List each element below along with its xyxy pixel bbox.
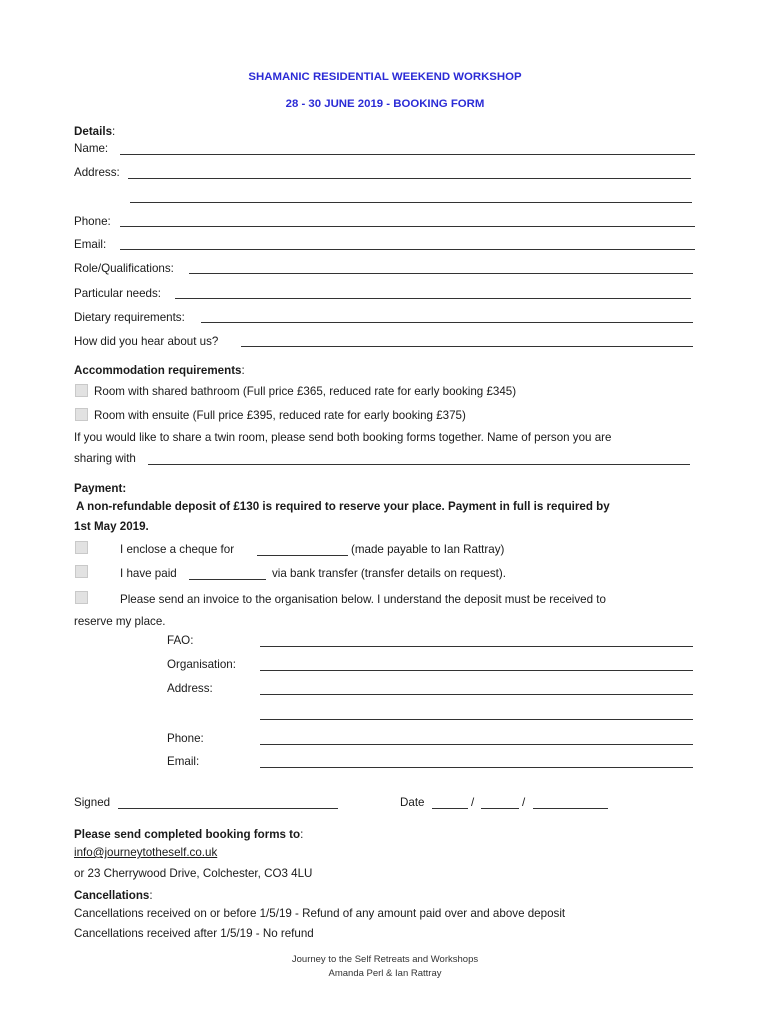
invoice-address-field-1[interactable] <box>260 694 693 695</box>
signature-field[interactable] <box>118 808 338 809</box>
cancellation-policy-1: Cancellations received on or before 1/5/19 - Refund of any amount paid over and above deposit <box>74 907 566 920</box>
date-separator-1: / <box>471 796 475 809</box>
fao-field[interactable] <box>260 646 693 647</box>
address-label: Address: <box>74 166 120 179</box>
shared-room-checkbox[interactable] <box>75 384 88 397</box>
email-label: Email: <box>74 238 107 251</box>
phone-field[interactable] <box>120 226 695 227</box>
form-subtitle: 28 - 30 JUNE 2019 - BOOKING FORM <box>285 98 485 110</box>
sharing-with-field[interactable] <box>148 464 690 465</box>
hear-field[interactable] <box>241 346 693 347</box>
bank-transfer-checkbox[interactable] <box>75 565 88 578</box>
cheque-amount-field[interactable] <box>257 555 348 556</box>
date-separator-2: / <box>522 796 526 809</box>
invoice-phone-label: Phone: <box>167 732 204 745</box>
invoice-address-label: Address: <box>167 682 213 695</box>
cancellation-policy-2: Cancellations received after 1/5/19 - No refund <box>74 927 314 940</box>
accommodation-heading: Accommodation requirements: <box>74 364 245 377</box>
invoice-phone-field[interactable] <box>260 744 693 745</box>
bank-transfer-note: via bank transfer (transfer details on request). <box>272 567 506 580</box>
twin-room-note: If you would like to share a twin room, please send both booking forms together. Name of person you are <box>74 431 612 444</box>
cheque-checkbox[interactable] <box>75 541 88 554</box>
payment-heading: Payment: <box>74 482 127 495</box>
ensuite-room-checkbox[interactable] <box>75 408 88 421</box>
role-label: Role/Qualifications: <box>74 262 174 275</box>
send-email-link[interactable] <box>74 846 217 859</box>
invoice-address-field-2[interactable] <box>260 719 693 720</box>
signed-label: Signed <box>74 796 111 809</box>
needs-label: Particular needs: <box>74 287 161 300</box>
role-field[interactable] <box>189 273 693 274</box>
hear-label: How did you hear about us? <box>74 335 219 348</box>
invoice-email-label: Email: <box>167 755 200 768</box>
date-year-field[interactable] <box>533 808 608 809</box>
invoice-email-field[interactable] <box>260 767 693 768</box>
address-field-2[interactable] <box>130 202 692 203</box>
name-field[interactable] <box>120 154 695 155</box>
dietary-label: Dietary requirements: <box>74 311 185 324</box>
organisation-label: Organisation: <box>167 658 236 671</box>
footer-line-2: Amanda Perl & Ian Rattray <box>328 968 442 979</box>
cheque-payee-note: (made payable to Ian Rattray) <box>351 543 505 556</box>
date-month-field[interactable] <box>481 808 519 809</box>
shared-room-label: Room with shared bathroom (Full price £365, reduced rate for early booking £345) <box>94 385 517 398</box>
footer-line-1: Journey to the Self Retreats and Workshops <box>291 954 479 965</box>
invoice-label: Please send an invoice to the organisation below. I understand the deposit must be received to <box>120 593 606 606</box>
form-title: SHAMANIC RESIDENTIAL WEEKEND WORKSHOP <box>248 71 522 83</box>
cheque-label: I enclose a cheque for <box>120 543 235 556</box>
invoice-label-cont: reserve my place. <box>74 615 166 628</box>
bank-transfer-label: I have paid <box>120 567 177 580</box>
date-label: Date <box>400 796 425 809</box>
details-heading: Details: <box>74 125 116 138</box>
deposit-deadline: 1st May 2019. <box>74 520 149 533</box>
email-link-text[interactable]: info@journeytotheself.co.uk <box>74 846 218 859</box>
address-field-1[interactable] <box>128 178 691 179</box>
bank-transfer-amount-field[interactable] <box>189 579 266 580</box>
fao-label: FAO: <box>167 634 194 647</box>
date-day-field[interactable] <box>432 808 468 809</box>
phone-label: Phone: <box>74 215 111 228</box>
dietary-field[interactable] <box>201 322 693 323</box>
email-field[interactable] <box>120 249 695 250</box>
ensuite-room-label: Room with ensuite (Full price £395, reduced rate for early booking £375) <box>94 409 466 422</box>
invoice-checkbox[interactable] <box>75 591 88 604</box>
postal-address: or 23 Cherrywood Drive, Colchester, CO3 4LU <box>74 867 313 880</box>
cancellations-heading: Cancellations: <box>74 889 153 902</box>
name-label: Name: <box>74 142 109 155</box>
send-heading: Please send completed booking forms to: <box>74 828 304 841</box>
organisation-field[interactable] <box>260 670 693 671</box>
deposit-text: A non-refundable deposit of £130 is required to reserve your place. Payment in full is required by <box>76 500 610 513</box>
needs-field[interactable] <box>175 298 691 299</box>
sharing-with-label: sharing with <box>74 452 136 465</box>
